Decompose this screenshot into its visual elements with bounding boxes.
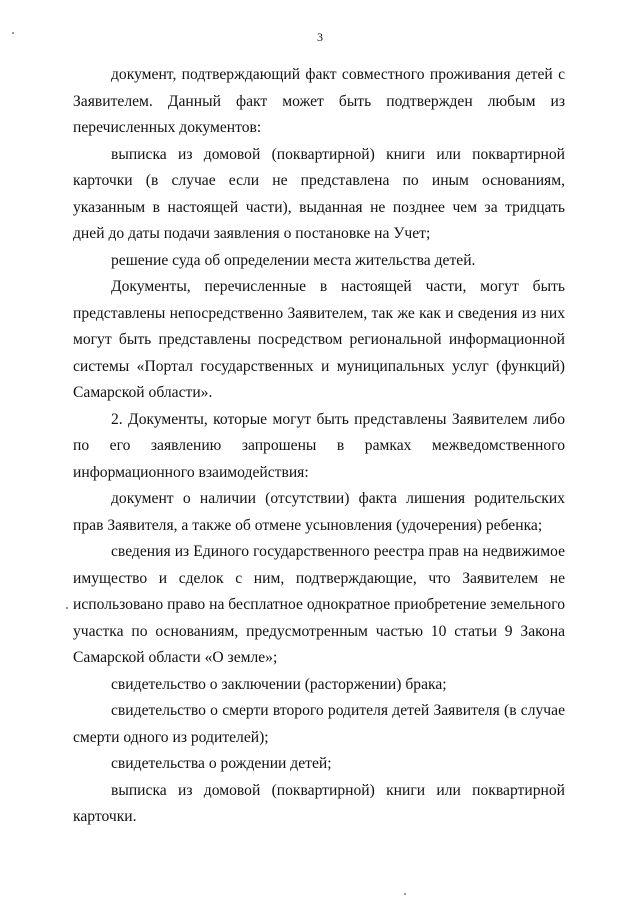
paragraph-house-register-extract-final: выписка из домовой (поквартирной) книги или поквартирной карточки. [73,781,565,825]
scan-speck-bottom [404,893,406,895]
paragraph-parental-rights-document: документ о наличии (отсутствии) факта лишения родительских прав Заявителя, а также об отмене усыновления (удочерения) ребенка; [73,490,565,534]
paragraph-documents-submission: Документы, перечисленные в настоящей части, могут быть представлены непосредственно Заявителем, так же как и сведения из них могут быть представлены посредством региональной информационной системы «Портал государственных и муниципальных услуг (функций) Самарской области». [73,278,565,401]
paragraph-real-estate-registry: сведения из Единого государственного реестра прав на недвижимое имущество и сделок с ним, подтверждающие, что Заявителем не использовано право на бесплатное однократное приобретение земельного участка по основаниям, предусмотренным частью 10 статьи 9 Закона Самарской области «О земле»; [73,543,566,666]
page-number: 3 [317,30,323,44]
scan-speck-left [12,32,14,34]
paragraph-birth-certificates: свидетельства о рождении детей; [111,755,332,772]
document-body [73,62,565,831]
paragraph-house-register-extract: выписка из домовой (поквартирной) книги или поквартирной карточки (в случае если не представлена по иным основаниям, указанным в настоящей части), выданная не позднее чем за тридцать дней до даты подачи заявления о постановке на Учет; [73,145,565,242]
paragraph-death-certificate: свидетельство о смерти второго родителя детей Заявителя (в случае смерти одного из родителей); [73,702,565,746]
paragraph-court-decision: решение суда об определении места жительства детей. [111,251,476,269]
paragraph-cohabitation-document: документ, подтверждающий факт совместного проживания детей с Заявителем. Данный факт может быть подтвержден любым из перечисленных документов: [73,66,565,136]
paragraph-marriage-certificate: свидетельство о заключении (расторжении) брака; [111,675,447,693]
paragraph-interagency-documents: 2. Документы, которые могут быть представлены Заявителем либо по его заявлению запрошены в рамках межведомственного информационного взаимодействия: [73,410,565,481]
scan-speck-margin [66,607,68,609]
